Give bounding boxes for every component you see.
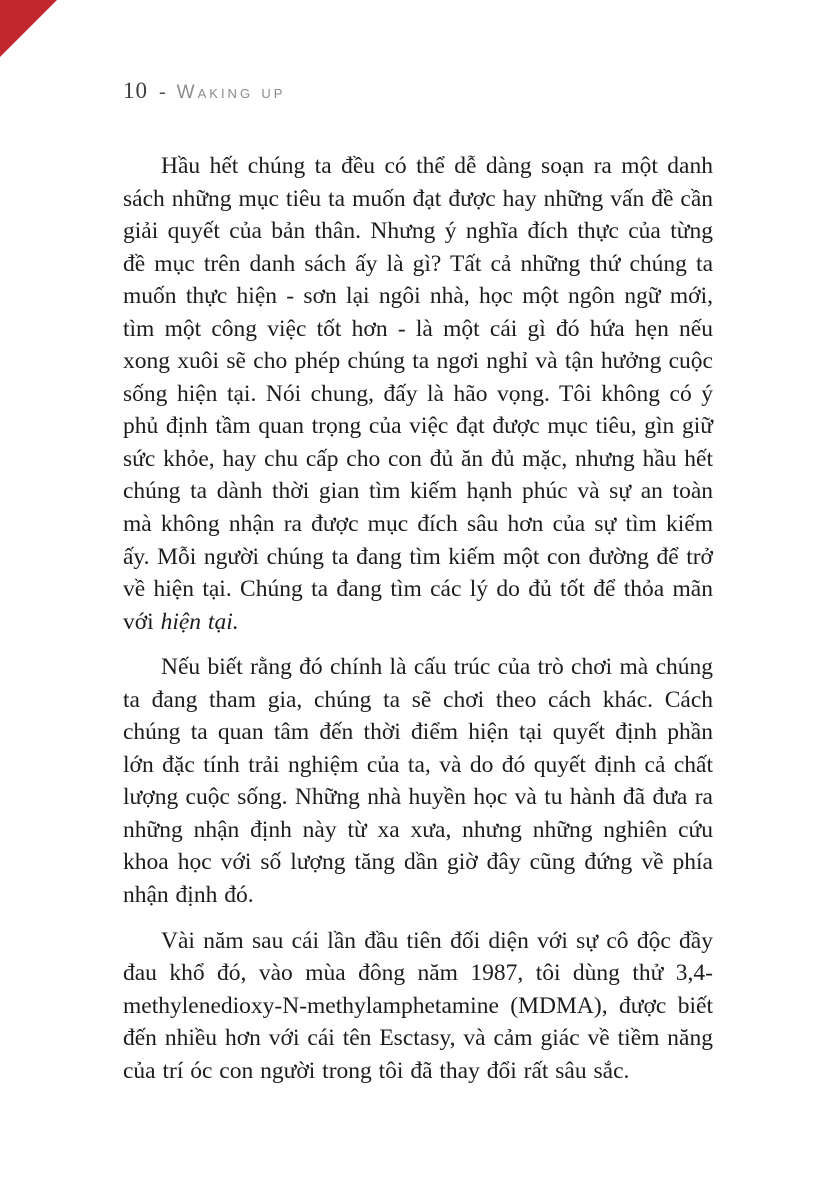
- body-paragraph: [123, 150, 713, 638]
- body-paragraph: [123, 925, 713, 1088]
- paragraph-text: Hầu hết chúng ta đều có thể dễ dàng soạn ra một danh sách những mục tiêu ta muốn đạt được hay những vấn đề cần giải quyết của bản thân. Nhưng ý nghĩa đích thực của từng đề mục trên danh sách ấy là gì? Tất cả những thứ chúng ta muốn thực hiện - sơn lại ngôi nhà, học một ngôn ngữ mới, tìm một công việc tốt hơn - là một cái gì đó hứa hẹn nếu xong xuôi sẽ cho phép chúng ta ngơi nghỉ và tận hưởng cuộc sống hiện tại. Nói chung, đấy là hão vọng. Tôi không có ý phủ định tầm quan trọng của việc đạt được mục tiêu, gìn giữ sức khỏe, hay chu cấp cho con đủ ăn đủ mặc, nhưng hầu hết chúng ta dành thời gian tìm kiếm hạnh phúc và sự an toàn mà không nhận ra được mục đích sâu hơn của sự tìm kiếm ấy. Mỗi người chúng ta đang tìm kiếm một con đường để trở về hiện tại. Chúng ta đang tìm các lý do đủ tốt để thỏa mãn với: [123, 153, 713, 635]
- paragraph-text: Vài năm sau cái lần đầu tiên đối diện với sự cô độc đầy đau khổ đó, vào mùa đông năm 1987, tôi dùng thử 3,4-methylenedioxy-N-methylamphetamine (MDMA), được biết đến nhiều hơn với cái tên Esctasy, và cảm giác về tiềm năng của trí óc con người trong tôi đã thay đổi rất sâu sắc.: [123, 927, 713, 1084]
- paragraph-text: Nếu biết rằng đó chính là cấu trúc của trò chơi mà chúng ta đang tham gia, chúng ta sẽ chơi theo cách khác. Cách chúng ta quan tâm đến thời điểm hiện tại quyết định phần lớn đặc tính trải nghiệm của ta, và do đó quyết định cả chất lượng cuộc sống. Những nhà huyền học và tu hành đã đưa ra những nhận định này từ xa xưa, nhưng những nghiên cứu khoa học với số lượng tăng dần giờ đây cũng đứng về phía nhận định đó.: [123, 654, 713, 909]
- chapter-title: Waking up: [176, 82, 286, 103]
- page-body: [123, 150, 713, 1100]
- header-separator: -: [159, 81, 166, 103]
- corner-bookmark-triangle: [0, 0, 57, 57]
- body-paragraph: [123, 651, 713, 911]
- page-number: 10: [123, 78, 148, 103]
- italic-phrase: hiện tại.: [160, 608, 239, 635]
- page-header: [123, 78, 285, 104]
